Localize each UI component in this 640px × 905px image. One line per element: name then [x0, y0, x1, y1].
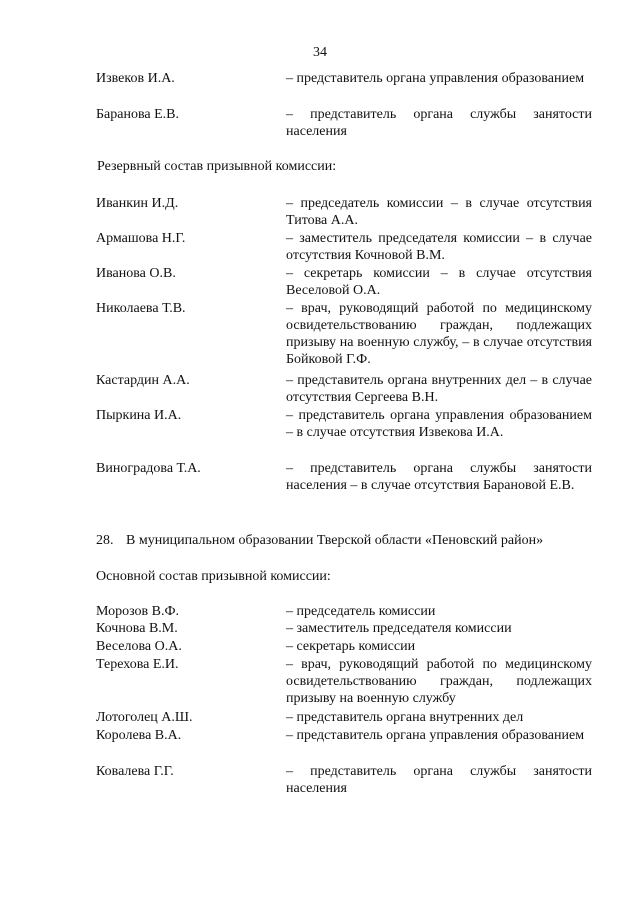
- member-name: Николаева Т.В.: [96, 301, 186, 316]
- member-role: – представитель органа службы занятости населения: [286, 764, 592, 796]
- member-role: – представитель органа внутренних дел: [286, 710, 524, 725]
- member-role: – представитель органа управления образованием – в случае отсутствия Извекова И.А.: [286, 408, 592, 440]
- member-name: Лотоголец А.Ш.: [96, 710, 193, 725]
- member-name: Веселова О.А.: [96, 639, 182, 654]
- member-role: – заместитель председателя комиссии – в случае отсутствия Кочновой В.М.: [286, 231, 592, 263]
- member-name: Ковалева Г.Г.: [96, 764, 174, 779]
- member-role: – представитель органа внутренних дел – в случае отсутствия Сергеева В.Н.: [286, 373, 592, 405]
- member-name: Кастардин А.А.: [96, 373, 190, 388]
- reserve-heading: Резервный состав призывной комиссии:: [97, 159, 337, 174]
- member-name: Иванова О.В.: [96, 266, 176, 281]
- member-role: – врач, руководящий работой по медицинскому освидетельствованию граждан, подлежащих призыву на военную службу: [286, 657, 592, 706]
- member-role: – секретарь комиссии: [286, 639, 416, 654]
- member-name: Королева В.А.: [96, 728, 182, 743]
- member-name: Морозов В.Ф.: [96, 604, 180, 619]
- member-role: – представитель органа управления образованием: [286, 728, 585, 743]
- member-role: – секретарь комиссии – в случае отсутствия Веселовой О.А.: [286, 266, 592, 298]
- member-name: Терехова Е.И.: [96, 657, 179, 672]
- member-name: Извеков И.А.: [96, 71, 175, 86]
- member-role: – председатель комиссии: [286, 604, 436, 619]
- page-number: 34: [313, 45, 327, 60]
- member-name: Баранова Е.В.: [96, 107, 179, 122]
- section-title: [96, 532, 543, 549]
- member-role: – председатель комиссии – в случае отсутствия Титова А.А.: [286, 196, 592, 228]
- member-name: Армашова Н.Г.: [96, 231, 186, 246]
- member-role: – врач, руководящий работой по медицинскому освидетельствованию граждан, подлежащих призыву на военную службу, – в случае отсутствия Бойковой Г.Ф.: [286, 301, 592, 367]
- main-heading: Основной состав призывной комиссии:: [96, 569, 331, 584]
- member-name: Виноградова Т.А.: [96, 461, 201, 476]
- member-role: – представитель органа службы занятости населения: [286, 107, 592, 139]
- member-name: Пыркина И.А.: [96, 408, 182, 423]
- member-name: Иванкин И.Д.: [96, 196, 179, 211]
- member-name: Кочнова В.М.: [96, 621, 178, 636]
- section-number: 28.: [96, 533, 114, 548]
- member-role: – представитель органа службы занятости населения – в случае отсутствия Барановой Е.В.: [286, 461, 592, 493]
- section-title-text: В муниципальном образовании Тверской области «Пеновский район»: [126, 533, 544, 548]
- member-role: – представитель органа управления образованием: [286, 71, 585, 86]
- member-role: – заместитель председателя комиссии: [286, 621, 512, 636]
